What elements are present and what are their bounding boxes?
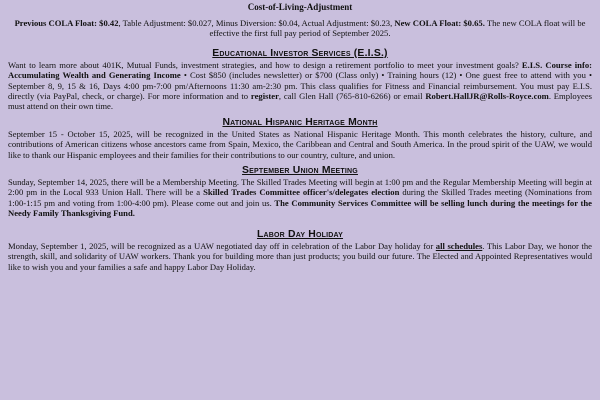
labor-paragraph [8,241,592,272]
sum-paragraph [8,177,592,219]
labor-text-2: . This Labor Day, we honor the strength, skill, and solidarity of UAW workers. Thank you for building more than just products; you build our future. The Elected and Appointed Representatives would like to wish you and your families a safe and happy Labor Day Holiday. [8,240,592,272]
cola-new-float: New COLA Float: $0.65. [394,18,485,28]
labor-all-schedules: all schedules [435,240,483,251]
eis-title: Educational Investor Services (E.I.S.) [212,47,388,59]
eis-text-3: , call Glen Hall (765-810-6266) or email [278,91,426,102]
sum-text-1: Sunday, September 14, 2025, there will be a Membership Meeting. The Skilled Trades Meeting will begin at 1:00 pm and the Regular Membership Meeting will begin at 2:00 pm in the Local 933 Union Hall. There will be a [8,177,592,198]
labor-title: Labor Day Holiday [256,228,344,240]
eis-text-1: Want to learn more about 401K, Mutual Funds, investment strategies, and how to design a retirement portfolio to meet your investment goals? [8,59,522,70]
nhhm-title: National Hispanic Heritage Month [222,116,378,128]
sum-community-services: The Community Services Committee will be selling lunch during the meetings for the Needy Family Thanksgiving Fund. [8,197,592,219]
eis-register: register [250,91,279,102]
cola-prev-value: $0.42 [99,18,119,28]
cola-rest: The new COLA float will be effective the first full pay period of September 2025. [209,18,586,39]
eis-email-link[interactable]: Robert.HallJR@Rolls-Royce.com [425,91,549,102]
cola-heading: Cost-of-Living-Adjustment [247,2,353,12]
eis-text-4: . Employees must attend on their own time. [8,91,592,112]
cola-paragraph [8,18,592,39]
eis-course-info: E.I.S. Course info: Accumulating Wealth and Generating Income [8,59,592,81]
eis-text-2: • Cost $850 (includes newsletter) or $700 (Class only) • Training hours (12) • One guest free to attend with you • September 8, 9, 15 & 16, Days 4:00 pm-7:00 pm/Afternoons 11:30 am-2:30 pm. This class qualifies for Fitness and Financial reimbursement. You must pay E.I.S. directly (via PayPal, check, or charge). For more information and to [8,70,593,102]
cola-table-adjustment: , Table Adjustment: $0.027, Minus Diversion: $0.04, Actual Adjustment: $0.23, [118,18,395,28]
eis-paragraph [8,60,592,112]
cola-prev-label: Previous COLA Float: [14,18,97,28]
nhhm-paragraph: September 15 - October 15, 2025, will be recognized in the United States as National Hispanic Heritage Month. This month celebrates the history, culture, and contributions of American citizens whose ancestors came from Spain, Mexico, the Caribbean and Central and South America. In the proud spirit of the UAW, we would like to thank our Hispanic employees and their families for their contributions to our country, culture, and union. [8,128,592,160]
sum-election: Skilled Trades Committee officer's/delegates election [203,187,400,198]
sum-title: September Union Meeting [242,165,358,177]
sum-text-2: during the Skilled Trades meeting (Nominations from 1:00-1:15 pm and voting from 1:00-4:00 pm). Please come out and join us. [8,187,592,208]
labor-text-1: Monday, September 1, 2025, will be recognized as a UAW negotiated day off in celebration of the Labor Day holiday for [8,240,436,251]
